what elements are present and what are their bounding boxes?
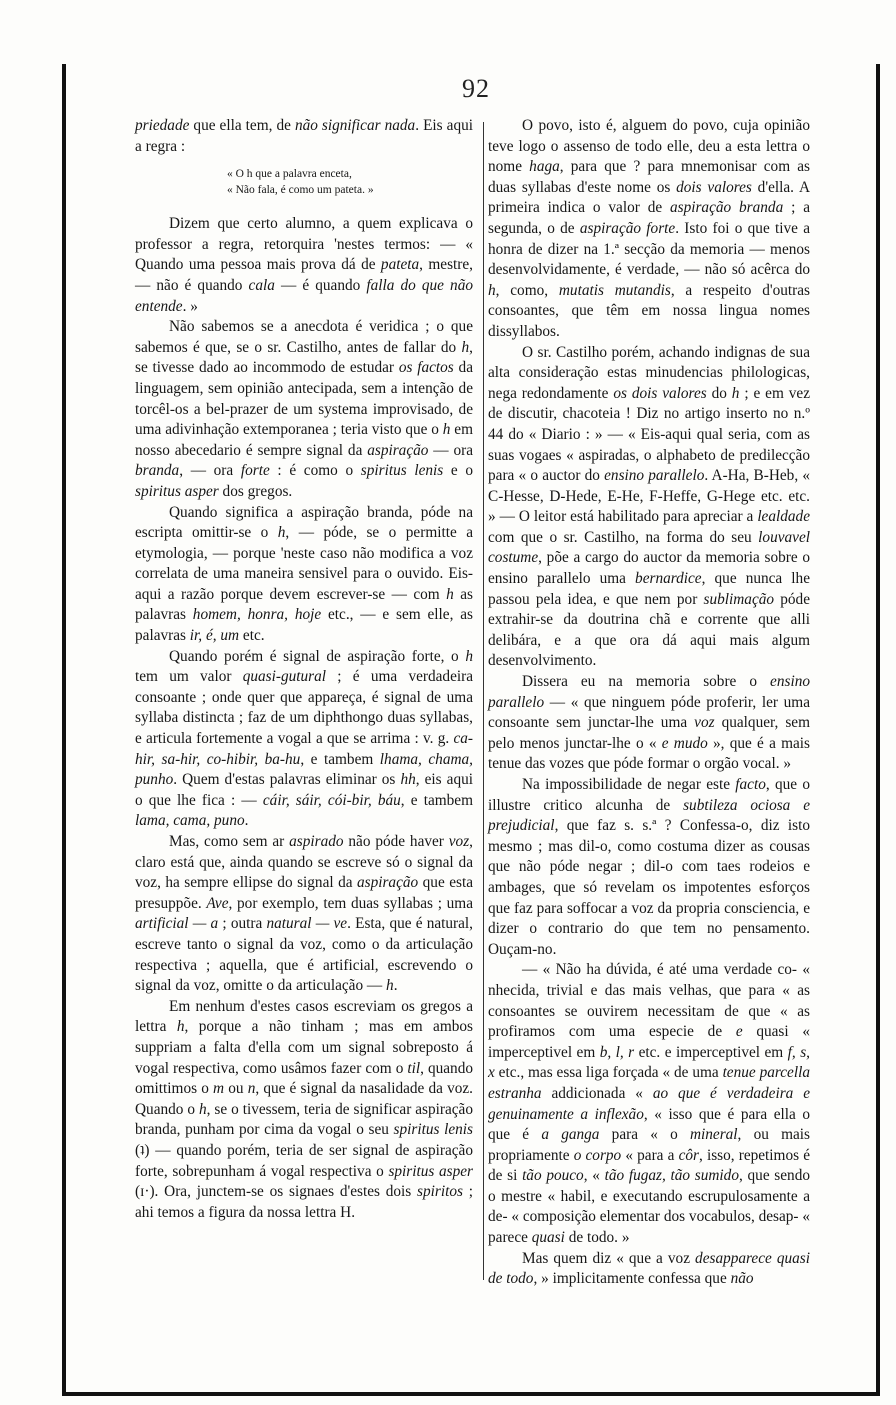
italic-run: o corpo xyxy=(573,1146,622,1164)
text-run: , que o illustre critico alcunha de xyxy=(488,776,810,814)
paragraph xyxy=(135,317,473,502)
italic-run: voz xyxy=(448,833,470,850)
text-run: . Isto foi o que tive a honra de dizer na 1.ª secção da memoria — menos desenvolvidamente, é verdade, — não só acêrca do xyxy=(488,219,811,279)
italic-run: hh xyxy=(400,771,416,789)
verse-line: « Não fala, é como um pateta. » xyxy=(227,183,374,196)
italic-run: dois valores xyxy=(676,178,752,196)
italic-run: aspiração xyxy=(356,874,419,892)
text-run: Não sabemos se a anecdota é veridica ; o que sabemos é que, se o sr. Castilho, antes de fallar do xyxy=(135,318,473,356)
text-run: , como, xyxy=(495,281,559,299)
italic-run: pateta xyxy=(380,256,420,274)
italic-run: h xyxy=(465,647,473,665)
text-run: quasi « imperceptivel em xyxy=(488,1023,810,1061)
italic-run: desapparece quasi de todo xyxy=(488,1249,810,1288)
paragraph xyxy=(135,116,473,157)
italic-run: lama, cama, puno xyxy=(135,812,245,830)
text-run: Quando porém é signal de aspiração forte, o xyxy=(169,647,466,665)
italic-run: artificial — a xyxy=(135,915,219,933)
italic-run: aspiração branda xyxy=(669,199,784,217)
italic-run: quasi xyxy=(531,1229,565,1247)
text-run: , põe a cargo do auctor da memoria sobre o ensino parallelo uma xyxy=(488,549,810,588)
italic-run: n xyxy=(247,1080,256,1098)
text-run: « para a xyxy=(621,1146,679,1164)
italic-run: haga xyxy=(529,158,560,176)
text-run: que ella tem, de xyxy=(189,117,295,134)
text-run: , ou mais propriamente xyxy=(488,1126,810,1164)
italic-run: m xyxy=(213,1080,225,1098)
text-run: O sr. Castilho porém, achando indignas de sua alta consideração estas minudencias philologicas, nega redondamente xyxy=(488,343,810,402)
italic-run: quasi-gutural xyxy=(242,668,327,686)
paragraph xyxy=(488,775,810,960)
italic-run: h xyxy=(176,1018,185,1036)
italic-run: mineral xyxy=(689,1126,738,1144)
text-run: Dissera eu na memoria sobre o xyxy=(522,673,771,691)
left-column xyxy=(135,116,473,1223)
italic-run: os factos xyxy=(398,359,454,377)
italic-run: tão pouco xyxy=(522,1167,584,1185)
paragraph xyxy=(135,832,473,997)
text-run: dos gregos. xyxy=(218,482,293,500)
italic-run: ensino parallelo xyxy=(604,467,705,485)
text-run: . Quem d'estas palavras eliminar os xyxy=(173,771,401,789)
text-run: », que é a mais tenue das vozes que póde formar o orgão vocal. » xyxy=(488,734,810,773)
text-run: ; e em vez de discutir, chacoteia ! Diz no artigo inserto no n.º 44 do « Diario : » — « Eis-aqui qual seria, com as suas vogaes « aspiradas, o alphabeto de predilecção para « o auctor do xyxy=(488,384,810,485)
text-run: , que sendo o mestre « habil, e executando escrupulosamente a de- « composição elementar dos vocabulos, desap- « parece xyxy=(488,1167,810,1247)
italic-run: b, l, r xyxy=(599,1043,635,1061)
italic-run: mudo xyxy=(673,734,708,752)
text-run: — « que ninguem póde proferir, ler uma consoante sem junctar-lhe uma xyxy=(488,693,810,732)
text-run: — é quando xyxy=(274,276,367,294)
text-run: não póde haver xyxy=(343,833,449,850)
italic-run: cáir, sáir, cói-bir, báu xyxy=(262,791,401,809)
italic-run: ir, é, um xyxy=(189,627,240,645)
italic-run: Ave xyxy=(206,894,229,912)
text-run: etc., — e sem elle, as palavras xyxy=(135,606,473,645)
paragraph xyxy=(488,672,810,775)
right-column xyxy=(488,116,810,1290)
text-run: em nosso abecedario é sempre signal da xyxy=(135,421,473,459)
text-run: , quando omittimos o xyxy=(135,1059,474,1098)
text-run: , para que ? para mnemonisar com as duas syllabas d'este nome os xyxy=(488,158,811,196)
text-run: . A-Ha, B-Heb, « C-Hesse, D-Hede, E-He, F-Heffe, G-Hege etc. etc. » — O leitor está habilitado para apreciar a xyxy=(488,467,810,526)
paragraph xyxy=(488,960,810,1248)
italic-run: os dois valores xyxy=(613,384,707,402)
text-run: (ɪ·). Ora, junctem-se os signaes d'estes dois xyxy=(135,1183,418,1201)
text-run: , « isso que é para ella o que é xyxy=(488,1105,810,1144)
text-run: Em nenhum d'estes casos escreviam os gregos a lettra xyxy=(135,997,473,1036)
text-run: . » xyxy=(182,297,198,315)
text-run: O povo, isto é, alguem do povo, cuja opinião teve logo o assenso de todo elle, deu a esta lettra o nome xyxy=(488,117,810,176)
italic-run: forte xyxy=(240,462,270,480)
italic-run: spiritus asper xyxy=(388,1162,473,1180)
text-run: póde extrahir-se da doutrina chã e corrente que alli delibára, e a que ora dá aqui mais algum desenvolvimento. xyxy=(488,590,810,670)
italic-run: cala xyxy=(248,276,275,294)
text-run: , se o tivessem, teria de significar aspiração branda, punham por cima da vogal o seu xyxy=(135,1100,473,1139)
text-run: , porque a não tinham ; mas em ambos suppriam a falta d'ella com um signal sobreposto á vogal respectiva, como usâmos fazer com o xyxy=(135,1018,473,1077)
text-run: , — póde, se o permitte a etymologia, — porque 'neste caso não modifica a voz correlata de uma maneira sensivel para o ouvido. Eis-aqui a razão porque devem escrever-se — com xyxy=(135,524,473,603)
italic-run: spiritus lenis xyxy=(360,462,444,480)
italic-run: não xyxy=(730,1270,754,1288)
text-run: Mas quem diz « que a voz xyxy=(522,1249,696,1267)
text-run: ; outra xyxy=(218,915,267,933)
italic-run: til xyxy=(407,1059,421,1077)
column-divider xyxy=(483,122,484,1280)
text-run: Dizem que certo alumno, a quem explicava o professor a regra, retorquira 'nestes termos: — « Quando uma pessoa mais prova dá de xyxy=(135,215,473,274)
text-run: , isso, repetimos é de si xyxy=(488,1146,810,1185)
italic-run: spiritus asper xyxy=(135,482,219,500)
text-run: , « xyxy=(583,1167,605,1185)
italic-run: aspirado xyxy=(289,833,344,850)
text-run: as palavras xyxy=(135,585,473,624)
italic-run: falla do que não entende xyxy=(135,276,473,315)
italic-run: mutatis mutandis xyxy=(558,281,671,299)
italic-run: ensino parallelo xyxy=(488,673,810,711)
paragraph xyxy=(135,503,473,647)
italic-run: h xyxy=(198,1100,207,1118)
italic-run: spiritus lenis xyxy=(393,1121,473,1139)
text-run: etc. xyxy=(239,627,265,645)
text-run: , a respeito d'outras consoantes, que têm em nossa lingua nomes dissyllabos. xyxy=(488,281,810,340)
paragraph xyxy=(135,997,473,1224)
text-run: addicionada « xyxy=(541,1084,653,1102)
italic-run: h xyxy=(461,338,470,356)
italic-run: côr xyxy=(678,1146,699,1164)
verse-quote xyxy=(227,167,473,198)
paragraph xyxy=(135,214,473,317)
text-run: . Esta, que é natural, escreve tanto o signal da voz, como o da articulação respectiva ; aquella, que é artificial, escrevendo o signal da voz, omitte o da articulação — xyxy=(135,915,474,995)
text-run: (ʇ) — quando porém, teria de ser signal de aspiração forte, sobrepunham á vogal respectiva o xyxy=(135,1141,473,1180)
italic-run: não significar nada xyxy=(294,117,416,134)
italic-run: tenue parcella estranha xyxy=(488,1064,810,1102)
italic-run: e xyxy=(735,1023,743,1041)
text-run: , que nunca lhe passou pela idea, e que nem por xyxy=(488,570,810,608)
italic-run: lealdade xyxy=(757,508,810,526)
text-run: Mas, como sem ar xyxy=(169,833,290,850)
text-run: , por exemplo, tem duas syllabas ; uma xyxy=(228,894,473,912)
text-run: : é como o xyxy=(269,462,361,480)
text-run: — « Não ha dúvida, é até uma verdade co- « nhecida, trivial e das mais velhas, que para « as consoantes se ouvirem necessitam de que « as profiramos com uma especie de xyxy=(488,961,810,1041)
text-run: etc., mas essa liga forçada « de uma xyxy=(494,1064,723,1082)
italic-run: h xyxy=(386,977,394,995)
verse-line: « O h que a palavra enceta, xyxy=(227,168,352,181)
text-run: . xyxy=(393,977,398,995)
italic-run: h xyxy=(488,281,496,299)
italic-run: louvavel costume xyxy=(488,528,810,567)
text-run: ou xyxy=(224,1080,248,1098)
italic-run: natural — ve xyxy=(266,915,348,933)
italic-run: f, s, x xyxy=(488,1043,810,1082)
text-run: , que faz s. s.ª ? Confessa-o, diz isto mesmo ; mas dil-o, como costuma dizer as cousas que não póde negar ; dil-o com taes rodeios e ambages, que só revelam os impotentes esforços que faz para soffocar a voz da propria consciencia, e dizer o contrario do que tem no pensamento. Ouçam-no. xyxy=(488,817,810,958)
text-run: . xyxy=(244,812,249,830)
text-run: , se tivesse dado ao incommodo de estudar xyxy=(135,338,473,377)
text-run: , claro está que, ainda quando se escreve só o signal da voz, ha sempre ellipse do signal da xyxy=(135,833,473,892)
italic-run: h xyxy=(442,421,451,439)
italic-run: facto xyxy=(735,776,766,793)
text-run: , e tambem xyxy=(400,791,473,809)
italic-run: spiritos xyxy=(417,1183,463,1201)
italic-run: branda xyxy=(135,462,180,480)
italic-run: e xyxy=(661,734,669,752)
text-run: , mestre, — não é quando xyxy=(135,256,473,294)
italic-run: ao que é verdadeira e genuinamente a inflexão xyxy=(488,1084,811,1123)
italic-run: ca-hir, sa-hir, co-hibir, ba-hu xyxy=(135,730,473,768)
text-run: , e tambem xyxy=(300,750,380,768)
text-run: para « o xyxy=(599,1126,690,1144)
italic-run: subtileza ociosa e prejudicial xyxy=(488,796,810,835)
italic-run: sublimação xyxy=(703,590,775,608)
italic-run: voz xyxy=(694,714,715,732)
text-run: do xyxy=(706,384,732,402)
italic-run: lhama, chama, punho xyxy=(135,750,473,789)
page-number: 92 xyxy=(462,74,490,103)
italic-run: h xyxy=(277,524,286,542)
text-run: da linguagem, sem opinião antecipada, sem a intenção de torcêl-os a bel-prazer de um systema improvisado, de uma adivinhação extemporanea ; teria visto que o xyxy=(135,359,474,439)
text-run: tem um valor xyxy=(135,668,243,686)
italic-run: homem, honra, hoje xyxy=(192,606,322,624)
text-run: e o xyxy=(443,462,473,480)
text-run: , » implicitamente confessa que xyxy=(533,1270,731,1288)
italic-run: tão fugaz, tão sumido xyxy=(604,1167,739,1185)
text-run: . Eis aqui a regra : xyxy=(135,117,474,155)
text-run: , eis aqui o que lhe fica : — xyxy=(135,771,473,809)
text-run: — ora xyxy=(428,441,473,459)
text-run: ; ahi temos a figura da nossa lettra H. xyxy=(135,1183,473,1221)
text-run: etc. e imperceptivel em xyxy=(634,1043,788,1061)
text-run: de todo. » xyxy=(564,1229,630,1247)
text-run: , — ora xyxy=(179,462,241,480)
text-run: que esta presuppõe. xyxy=(135,874,473,912)
italic-run: aspiração xyxy=(367,441,429,459)
italic-run: bernardice xyxy=(635,570,702,588)
text-run: , que é signal da nasalidade da voz. Quando o xyxy=(135,1080,474,1118)
italic-run: h xyxy=(446,585,454,603)
paragraph xyxy=(488,1249,810,1290)
paragraph xyxy=(488,116,810,343)
text-run: ; é uma verdadeira consoante ; onde quer que appareça, é signal de uma syllaba distincta ; faz de um diphthongo duas syllabas, e articula fortemente a vogal a que se arrima : v. g. xyxy=(135,668,473,748)
italic-run: h xyxy=(731,384,740,402)
text-run: com que o sr. Castilho, na forma do seu xyxy=(488,528,759,546)
text-run: d'ella. A primeira indica o valor de xyxy=(488,178,810,217)
text-run: qualquer, sem pelo menos junctar-lhe o « xyxy=(488,714,810,752)
text-run: ; a segunda, o de xyxy=(488,199,810,237)
paragraph xyxy=(488,343,810,673)
italic-run: aspiração forte xyxy=(579,219,676,237)
italic-run: a ganga xyxy=(541,1126,600,1144)
italic-run: priedade xyxy=(135,117,190,134)
text-run: Quando significa a aspiração branda, póde na escripta omittir-se o xyxy=(135,503,473,542)
text-run: Na impossibilidade de negar este xyxy=(522,776,736,793)
paragraph xyxy=(135,647,473,832)
